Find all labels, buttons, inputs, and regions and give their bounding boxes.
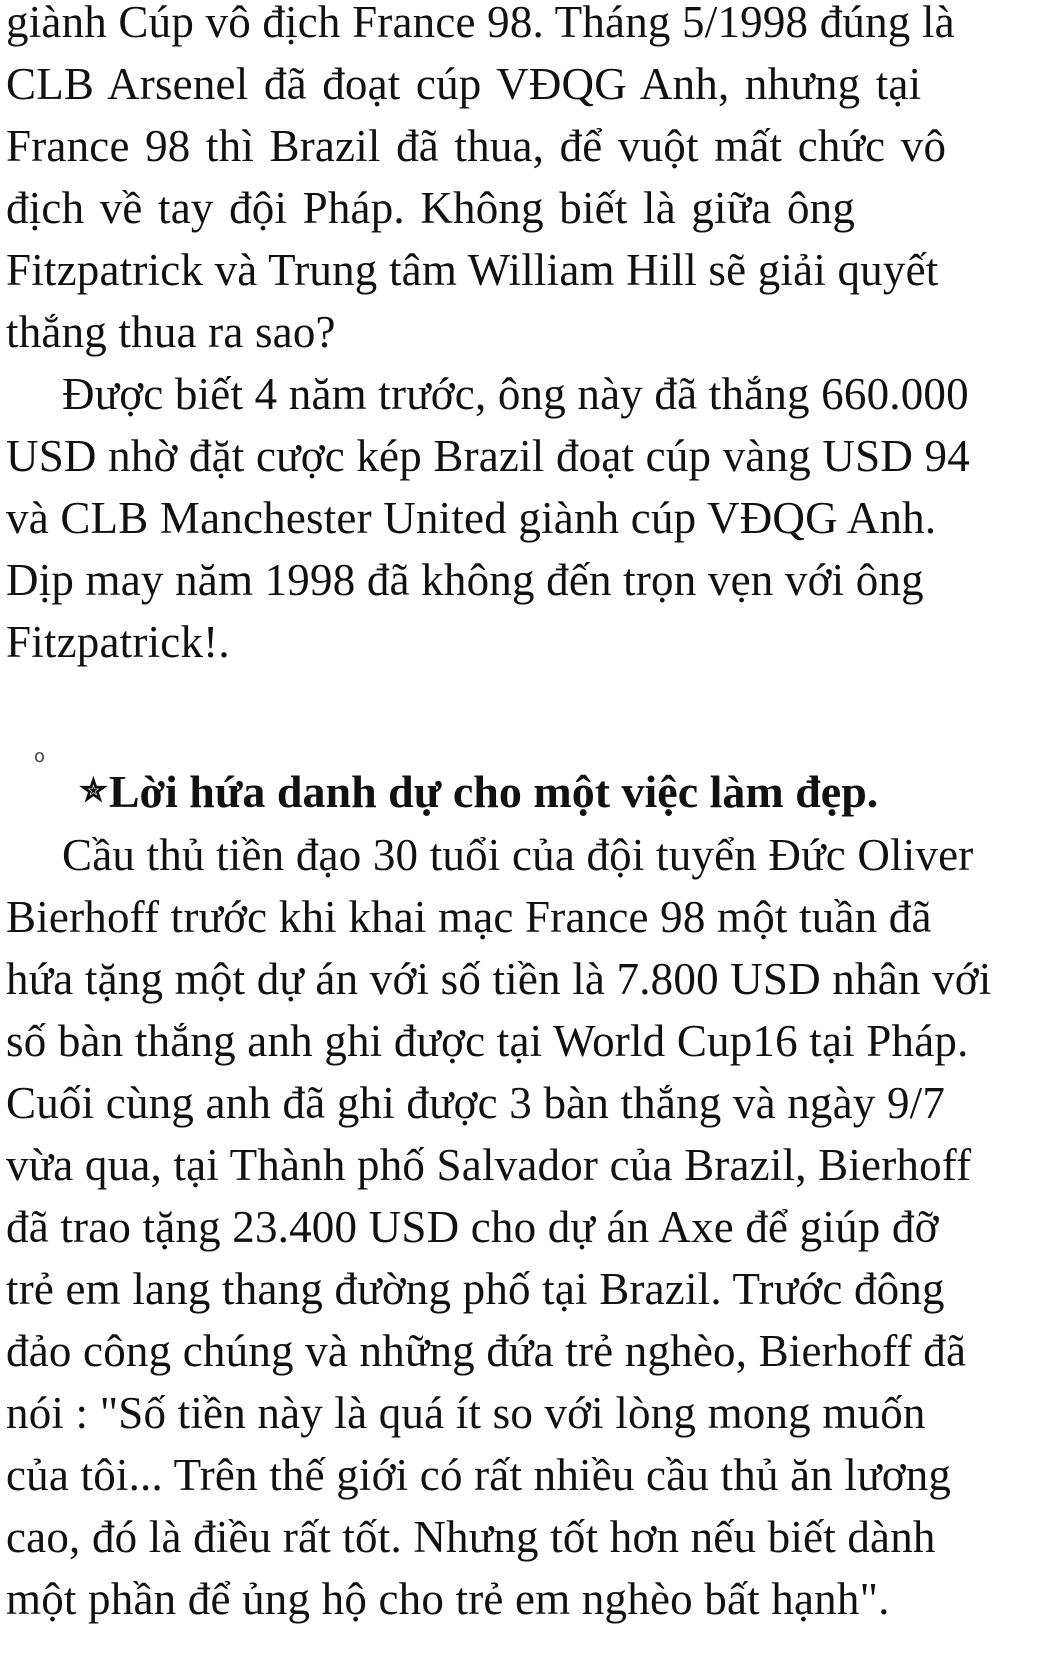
- text-line: Cầu thủ tiền đạo 30 tuổi của đội tuyển Đức Oliver: [62, 830, 974, 880]
- text-line: hứa tặng một dự án với số tiền là 7.800 USD nhân với: [6, 954, 992, 1004]
- text-line: trẻ em lang thang đường phố tại Brazil. Trước đông: [6, 1264, 945, 1314]
- text-line: thắng thua ra sao?: [6, 307, 336, 357]
- star-icon: ✮: [80, 772, 107, 808]
- text-line: và CLB Manchester United giành cúp VĐQG Anh.: [6, 493, 937, 543]
- text-line: Cuối cùng anh đã ghi được 3 bàn thắng và ngày 9/7: [6, 1078, 946, 1128]
- text-line: CLB Arsenel đã đoạt cúp VĐQG Anh, nhưng tại: [6, 59, 922, 109]
- text-line: số bàn thắng anh ghi được tại World Cup16 tại Pháp.: [6, 1016, 969, 1066]
- text-line: Được biết 4 năm trước, ông này đã thắng 660.000: [62, 369, 969, 419]
- text-line: cao, đó là điều rất tốt. Nhưng tốt hơn nếu biết dành: [6, 1512, 936, 1562]
- text-line: nói : "Số tiền này là quá ít so với lòng mong muốn: [6, 1388, 926, 1438]
- text-line: đã trao tặng 23.400 USD cho dự án Axe để giúp đỡ: [6, 1202, 939, 1252]
- text-line: Fitzpatrick!.: [6, 617, 230, 667]
- text-line: France 98 thì Brazil đã thua, để vuột mất chức vô: [6, 121, 947, 171]
- text-line: giành Cúp vô địch France 98. Tháng 5/1998 đúng là: [6, 0, 955, 47]
- section-heading: [80, 760, 878, 820]
- text-line: Bierhoff trước khi khai mạc France 98 một tuần đã: [6, 892, 932, 942]
- text-line: địch về tay đội Pháp. Không biết là giữa ông: [6, 183, 856, 233]
- text-line: Fitzpatrick và Trung tâm William Hill sẽ giải quyết: [6, 245, 939, 295]
- text-line: của tôi... Trên thế giới có rất nhiều cầu thủ ăn lương: [6, 1450, 952, 1500]
- text-line: một phần để ủng hộ cho trẻ em nghèo bất hạnh".: [6, 1574, 890, 1624]
- text-line: USD nhờ đặt cược kép Brazil đoạt cúp vàng USD 94: [6, 431, 970, 481]
- section-heading-text: Lời hứa danh dự cho một việc làm đẹp.: [108, 766, 879, 817]
- text-line: Dịp may năm 1998 đã không đến trọn vẹn với ông: [6, 555, 924, 605]
- text-line: đảo công chúng và những đứa trẻ nghèo, Bierhoff đã: [6, 1326, 967, 1376]
- text-line: vừa qua, tại Thành phố Salvador của Brazil, Bierhoff: [6, 1140, 972, 1190]
- bullet-mark: o: [34, 746, 46, 767]
